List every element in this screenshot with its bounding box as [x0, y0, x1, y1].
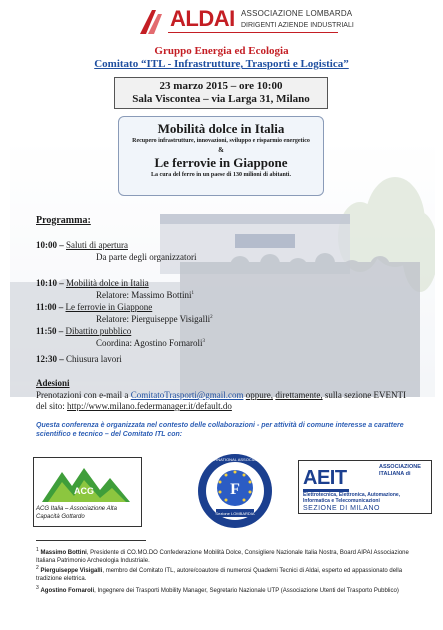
program-speaker: Relatore: Pierguiseppe Visigalli — [96, 314, 211, 324]
acg-logo-text: ACG — [74, 486, 94, 496]
program-time: 10:10 – — [36, 278, 64, 288]
program-time: 12:30 – — [36, 354, 64, 364]
adhesions-text-3: direttamente, — [275, 390, 323, 400]
program-speaker: Coordina: Agostino Fornaroli — [96, 338, 203, 348]
aeit-line-3: Elettrotecnica, Elettronica, Automazione, — [303, 492, 401, 498]
seal-letter: F — [230, 481, 240, 498]
adhesions-text-4: sulla sezione EVENTI del sito: — [36, 390, 407, 411]
logo-rule — [168, 32, 338, 33]
program-detail: Da parte degli organizzatori — [96, 252, 197, 262]
group-title: Gruppo Energia ed Ecologia — [154, 45, 289, 57]
adhesions-text-2: oppure, — [245, 390, 274, 400]
footnote-number: 3 — [36, 585, 39, 591]
footnote — [36, 546, 416, 565]
footnote-rule — [36, 540, 146, 541]
program-heading: Programma: — [36, 215, 91, 226]
event-venue: Sala Viscontea – via Larga 31, Milano — [132, 93, 310, 105]
footnote-text: , membro del Comitato ITL, autore/coautore di numerosi Quaderni Tecnici di Aldai, esperto ed appassionato della tradizione elettrica. — [36, 568, 403, 582]
program-item — [36, 278, 149, 288]
program-speaker: Relatore: Massimo Bottini — [96, 290, 192, 300]
acg-mountain-icon — [42, 464, 130, 506]
footnote — [36, 584, 416, 595]
topic-2-subtitle: La cura del ferro in un paese di 130 milioni di abitanti. — [151, 172, 291, 178]
footnote-name: Agostino Fornaroli — [40, 588, 95, 594]
topic-1-title: Mobilità dolce in Italia — [157, 121, 285, 136]
footnote-number: 2 — [36, 565, 39, 571]
logo-subtitle-2: DIRIGENTI AZIENDE INDUSTRIALI — [241, 22, 354, 29]
program-title: Le ferrovie in Giappone — [65, 302, 153, 312]
program-item — [36, 240, 128, 250]
footnote-name: Pierguiseppe Visigalli — [40, 568, 103, 574]
footnote-name: Massimo Bottini — [40, 550, 87, 556]
aldai-logo-icon — [138, 8, 168, 36]
aeit-line-1: ASSOCIAZIONE — [379, 464, 421, 470]
aeit-logo-text: AEIT — [303, 467, 347, 489]
aeit-logo-box — [298, 460, 432, 514]
footnote — [36, 564, 416, 583]
seal-section: Sezione LOMBARDIA — [215, 511, 255, 516]
program-title: Chiusura lavori — [66, 354, 122, 364]
program-time: 10:00 – — [36, 240, 64, 250]
footnote-ref: 1 — [191, 291, 194, 296]
committee-title: Comitato “ITL - Infrastrutture, Trasporti e Logistica” — [94, 58, 349, 70]
aeit-section: SEZIONE DI MILANO — [303, 505, 380, 512]
program-detail — [96, 290, 194, 300]
program-time: 11:50 – — [36, 326, 64, 336]
program-item — [36, 326, 131, 336]
program-detail — [96, 314, 213, 324]
footnote-text: , Ingegnere dei Trasporti Mobility Manager, Segretario Nazionale UTP (Associazione Utenti del Trasporto Pubblico) — [94, 588, 399, 594]
topic-2-title: Le ferrovie in Giappone — [154, 155, 288, 170]
website-link[interactable]: http://www.milano.federmanager.it/default.do — [67, 401, 232, 411]
footnote-ref: 2 — [210, 315, 213, 320]
topic-1-subtitle: Recupero infrastrutture, innovazioni, sviluppo e risparmio energetico — [132, 138, 310, 144]
program-title: Saluti di apertura — [66, 240, 128, 250]
adhesions-title: Adesioni — [36, 378, 70, 388]
footnote-ref: 3 — [202, 339, 205, 344]
footnote-text: , Presidente di CO.MO.DO Confederazione Mobilità Dolce, Consigliere Nazionale Italia Nostra, Board AIPAI Associazione Italiana Patrimonio Archeologia Industriale. — [36, 550, 409, 564]
event-date: 23 marzo 2015 – ore 10:00 — [159, 80, 283, 92]
adhesions-text-1: Prenotazioni con e-mail a — [36, 390, 129, 400]
program-time: 11:00 – — [36, 302, 64, 312]
acg-caption: ACG Italia – Associazione Alta Capacità Gottardo — [36, 506, 117, 520]
adhesions-text — [36, 390, 406, 412]
international-association-seal-icon — [196, 452, 274, 530]
seal-ring-text: INTERNATIONAL ASSOCIATION — [205, 457, 265, 462]
footnote-number: 1 — [36, 547, 39, 553]
email-link[interactable]: ComitatoTrasporti@gmail.com — [130, 390, 244, 400]
logo-subtitle-1: ASSOCIAZIONE LOMBARDA — [241, 9, 353, 18]
aeit-line-2: ITALIANA di — [379, 471, 411, 477]
conference-note: Questa conferenza è organizzata nel contesto delle collaborazioni - per attività di comune interesse a carattere scientifico e tecnico – del Comitato ITL con: — [36, 422, 404, 438]
ampersand: & — [218, 146, 224, 154]
aldai-logo-text: ALDAI — [170, 6, 235, 31]
aeit-line-4: Informatica e Telecomunicazioni — [303, 498, 380, 504]
program-detail — [96, 338, 205, 348]
aeit-description — [303, 492, 429, 504]
program-title: Dibattito pubblico — [65, 326, 132, 336]
program-item — [36, 354, 122, 364]
program-item — [36, 302, 152, 312]
program-title: Mobilità dolce in Italia — [66, 278, 149, 288]
